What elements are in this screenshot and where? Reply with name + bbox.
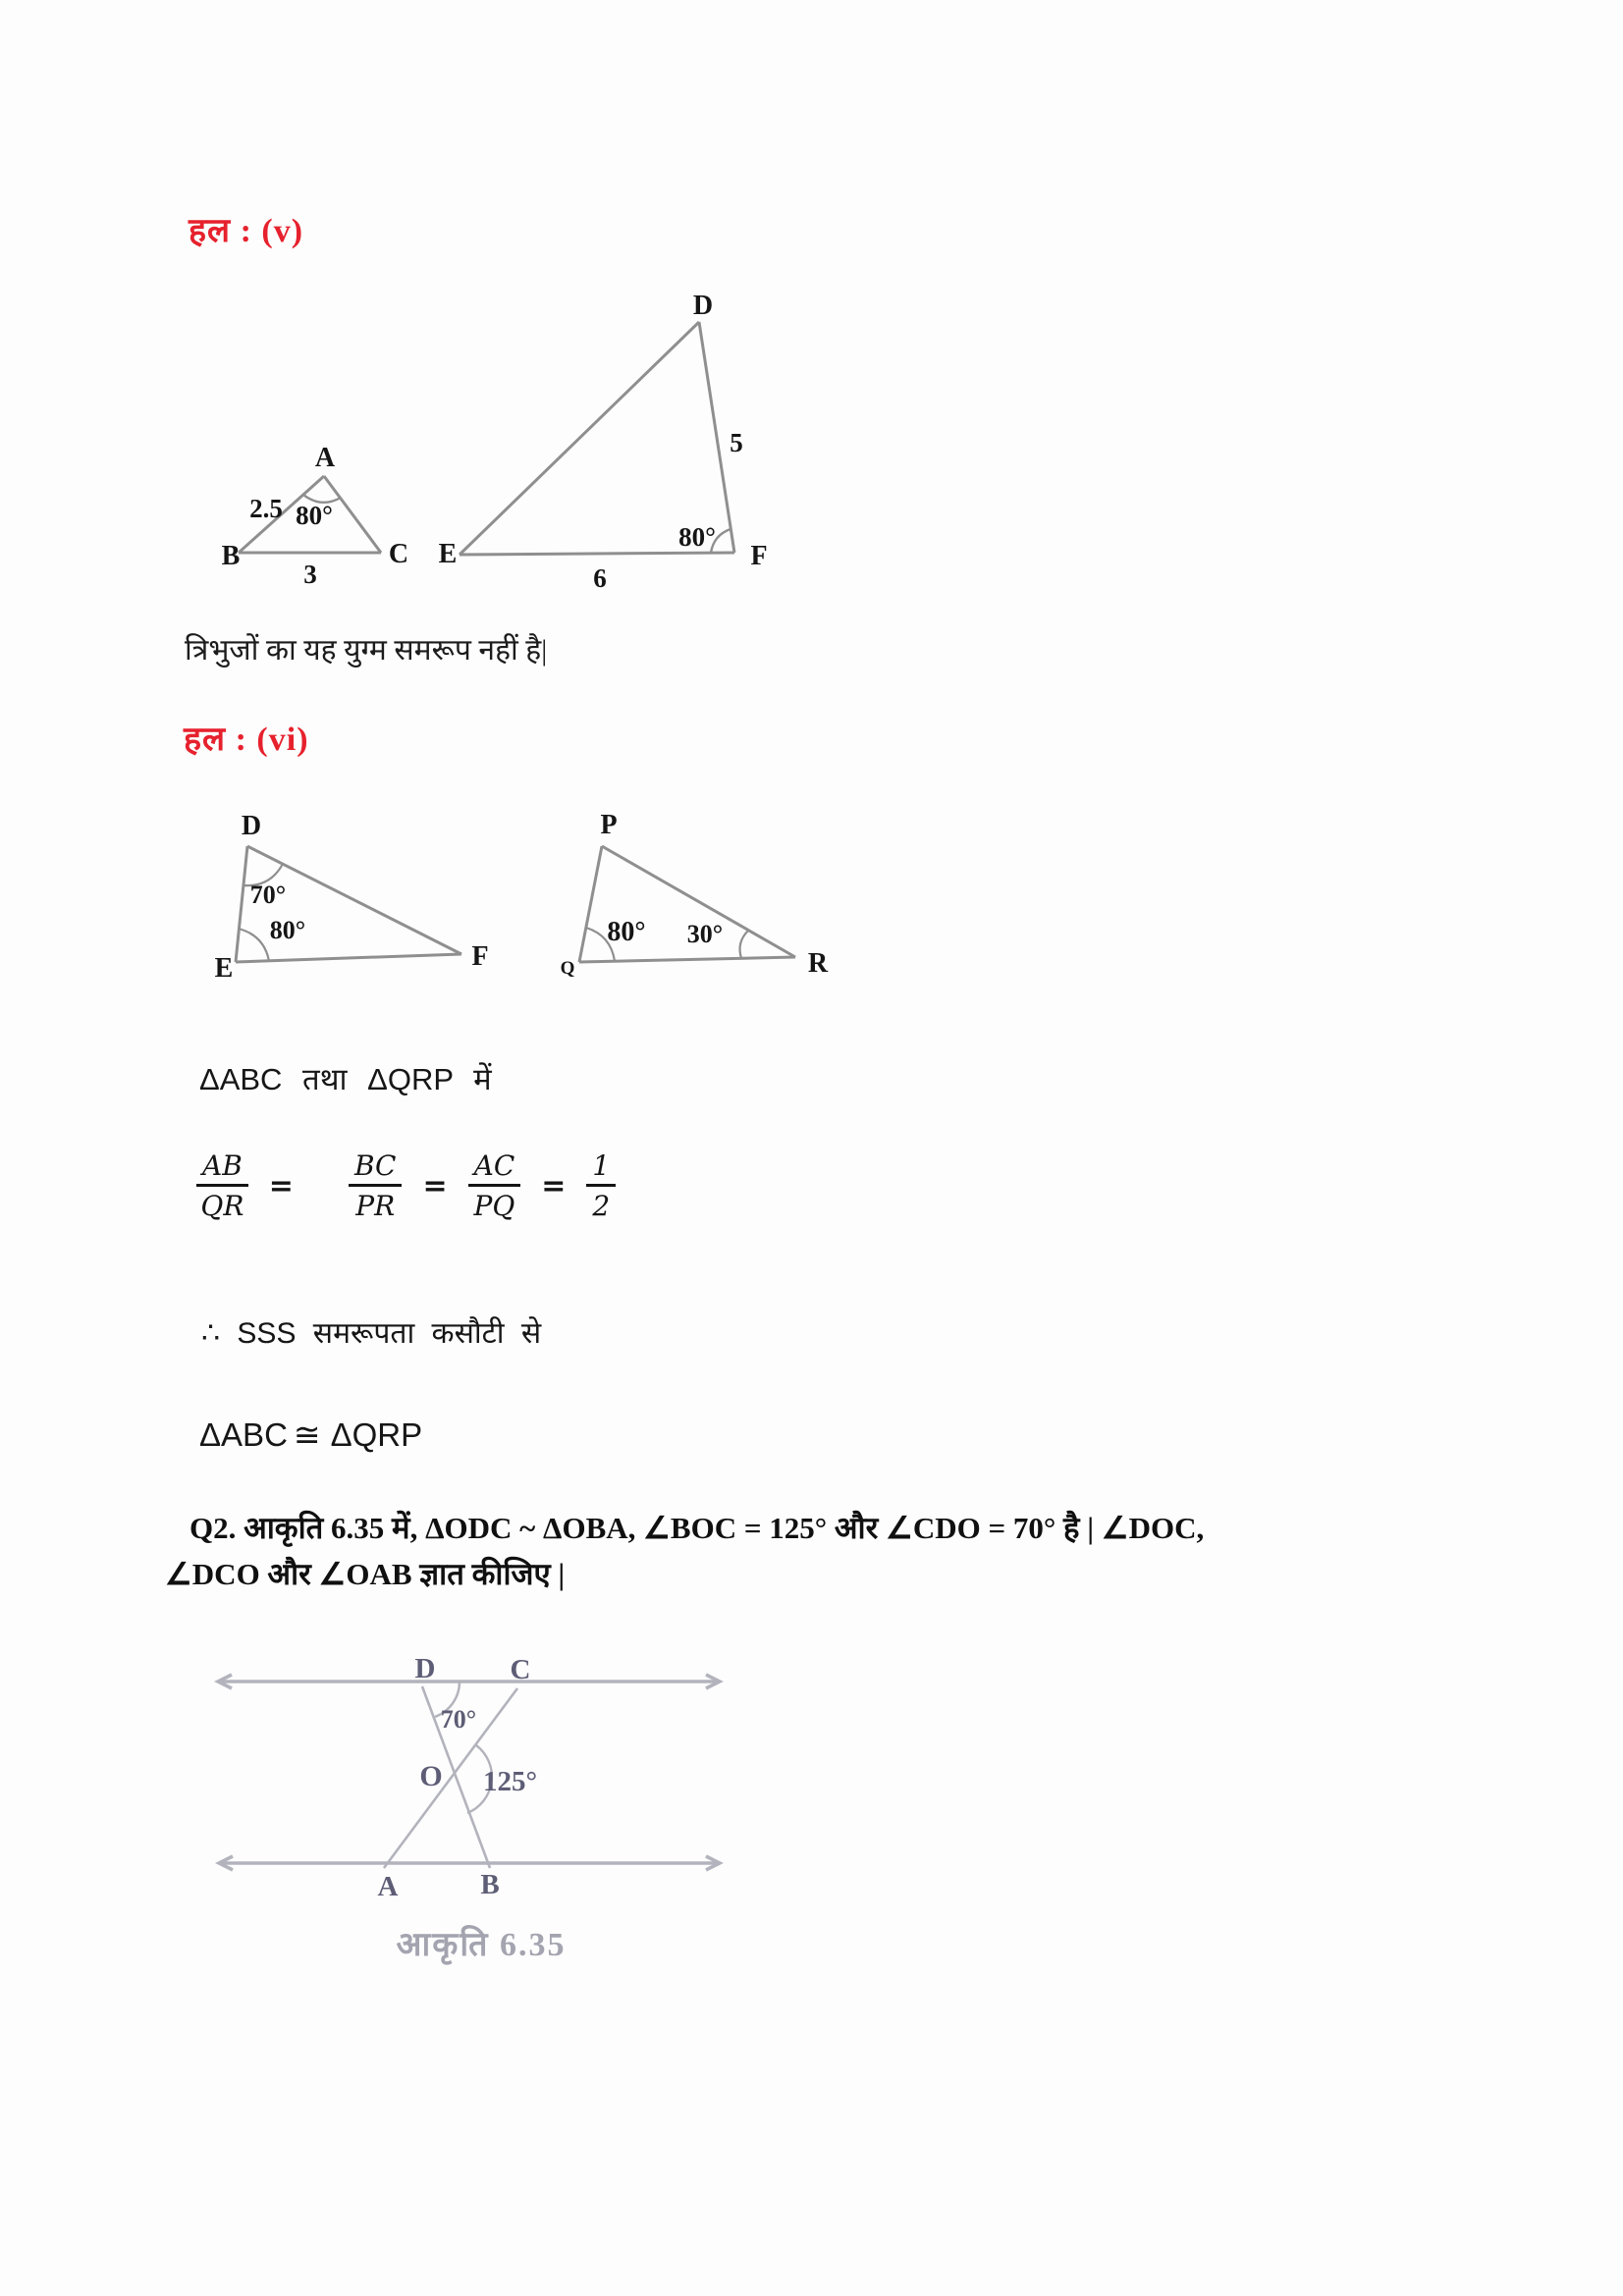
vertex-label-b: B bbox=[221, 541, 241, 571]
side-label-df: 5 bbox=[730, 428, 743, 457]
fraction-ab-qr: $\frac{AB}{QR}$ bbox=[196, 1150, 248, 1222]
parallel-line-ab bbox=[219, 1856, 720, 1870]
side-label-ab: 2.5 bbox=[249, 494, 283, 523]
vertex-label-e: E bbox=[214, 953, 234, 984]
parallel-line-dc bbox=[218, 1675, 720, 1688]
figure-triangles-def-pqr bbox=[211, 805, 849, 1011]
figure-caption: आकृति 6.35 bbox=[396, 1927, 567, 1963]
angle-label-a: 80° bbox=[296, 501, 333, 530]
vertex-label-a: A bbox=[314, 443, 336, 473]
triangle-def bbox=[460, 322, 734, 555]
solution-vi-heading: हल : (vi) bbox=[184, 721, 309, 758]
ratio-equation bbox=[196, 1150, 616, 1222]
vertex-label-q: Q bbox=[560, 958, 575, 979]
side-label-ef: 6 bbox=[593, 563, 607, 593]
fraction-one-half: $\frac{1}{2}$ bbox=[586, 1150, 616, 1222]
equals-sign: = bbox=[422, 1168, 448, 1203]
question-2-line2: ∠DCO और ∠OAB ज्ञात कीजिए | bbox=[165, 1556, 566, 1591]
question-2-line1: Q2. आकृति 6.35 में, ΔODC ~ ΔOBA, ∠BOC = 125° और ∠CDO = 70° है | ∠DOC, bbox=[189, 1511, 1205, 1545]
angle-label-boc: 125° bbox=[483, 1766, 538, 1797]
side-label-bc: 3 bbox=[303, 560, 317, 589]
equals-sign: = bbox=[268, 1168, 294, 1203]
fraction-bc-pr: $\frac{BC}{PR}$ bbox=[349, 1150, 403, 1222]
triangle-left: ΔABC bbox=[199, 1416, 288, 1453]
congruence-conclusion bbox=[199, 1415, 422, 1454]
point-label-d: D bbox=[414, 1653, 436, 1684]
point-label-o: O bbox=[419, 1760, 443, 1792]
figure-triangles-abc-def bbox=[206, 275, 795, 609]
vertex-label-e: E bbox=[438, 539, 458, 569]
sss-criterion: ∴ SSS समरूपता कसौटी से bbox=[201, 1317, 542, 1350]
point-label-c: C bbox=[510, 1654, 531, 1685]
triangle-right: ΔQRP bbox=[330, 1416, 423, 1453]
question-2 bbox=[165, 1506, 1294, 1597]
vertex-label-r: R bbox=[807, 948, 829, 979]
congruent-symbol: ≅ bbox=[293, 1416, 321, 1453]
figure-6-35 bbox=[196, 1639, 746, 1993]
point-label-a: A bbox=[377, 1871, 399, 1902]
vertex-label-p: P bbox=[600, 810, 618, 840]
similarity-statement: ΔABC तथा ΔQRP में bbox=[199, 1062, 492, 1096]
angle-label-cdo: 70° bbox=[440, 1705, 477, 1734]
angle-label-e: 80° bbox=[269, 916, 306, 944]
vertex-label-d: D bbox=[692, 291, 714, 321]
vertex-label-f: F bbox=[750, 541, 768, 571]
angle-label-f: 80° bbox=[678, 522, 716, 552]
angle-label-r: 30° bbox=[686, 920, 724, 948]
angle-label-q: 80° bbox=[607, 917, 646, 947]
point-label-b: B bbox=[480, 1869, 500, 1900]
solution-v-heading: हल : (v) bbox=[189, 213, 304, 249]
vertex-label-c: C bbox=[388, 539, 409, 569]
vertex-label-f: F bbox=[471, 941, 489, 972]
angle-arc-r bbox=[740, 931, 748, 958]
angle-label-d: 70° bbox=[249, 881, 287, 909]
equals-sign: = bbox=[541, 1168, 567, 1203]
vertex-label-d: D bbox=[241, 811, 262, 841]
solution-v-conclusion: त्रिभुजों का यह युग्म समरूप नहीं है| bbox=[185, 634, 548, 667]
fraction-ac-pq: $\frac{AC}{PQ}$ bbox=[468, 1150, 521, 1222]
angle-arc-e bbox=[239, 929, 269, 961]
